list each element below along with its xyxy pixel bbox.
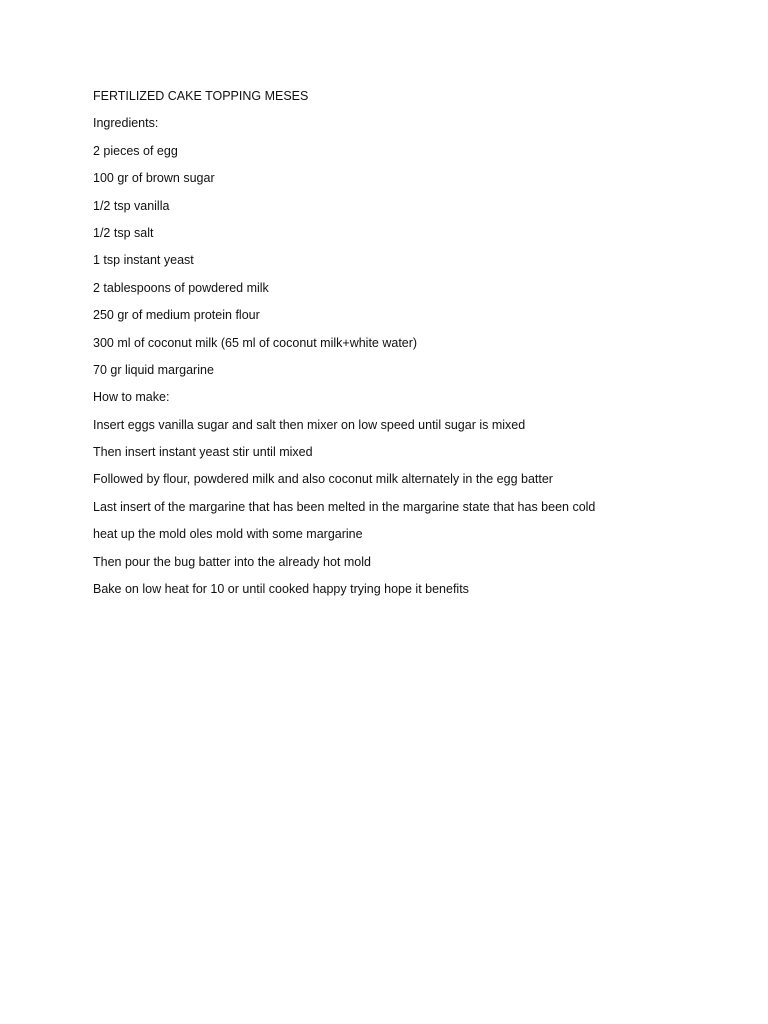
step-item: Bake on low heat for 10 or until cooked happy trying hope it benefits bbox=[93, 582, 469, 597]
document-body bbox=[93, 87, 733, 607]
ingredient-item: 250 gr of medium protein flour bbox=[93, 308, 260, 323]
step-item: Followed by flour, powdered milk and also coconut milk alternately in the egg batter bbox=[93, 472, 553, 487]
ingredient-item: 70 gr liquid margarine bbox=[93, 362, 214, 377]
ingredient-item: 1 tsp instant yeast bbox=[93, 253, 194, 268]
ingredient-item: 2 tablespoons of powdered milk bbox=[93, 280, 269, 295]
ingredient-item: 100 gr of brown sugar bbox=[93, 171, 215, 186]
step-item: Then insert instant yeast stir until mixed bbox=[93, 445, 313, 460]
step-item: Then pour the bug batter into the already hot mold bbox=[93, 554, 371, 569]
step-item: Insert eggs vanilla sugar and salt then mixer on low speed until sugar is mixed bbox=[93, 417, 526, 432]
steps-heading: How to make: bbox=[93, 390, 170, 405]
ingredient-item: 1/2 tsp salt bbox=[93, 225, 154, 240]
ingredient-item: 300 ml of coconut milk (65 ml of coconut milk+white water) bbox=[93, 335, 418, 350]
ingredient-item: 2 pieces of egg bbox=[93, 143, 178, 158]
ingredients-heading: Ingredients: bbox=[93, 116, 159, 131]
recipe-title: FERTILIZED CAKE TOPPING MESES bbox=[93, 89, 309, 103]
step-item: heat up the mold oles mold with some margarine bbox=[93, 527, 363, 542]
ingredients-list bbox=[93, 142, 733, 389]
ingredient-item: 1/2 tsp vanilla bbox=[93, 198, 170, 213]
steps-list bbox=[93, 416, 733, 608]
step-item: Last insert of the margarine that has been melted in the margarine state that has been cold bbox=[93, 499, 596, 514]
